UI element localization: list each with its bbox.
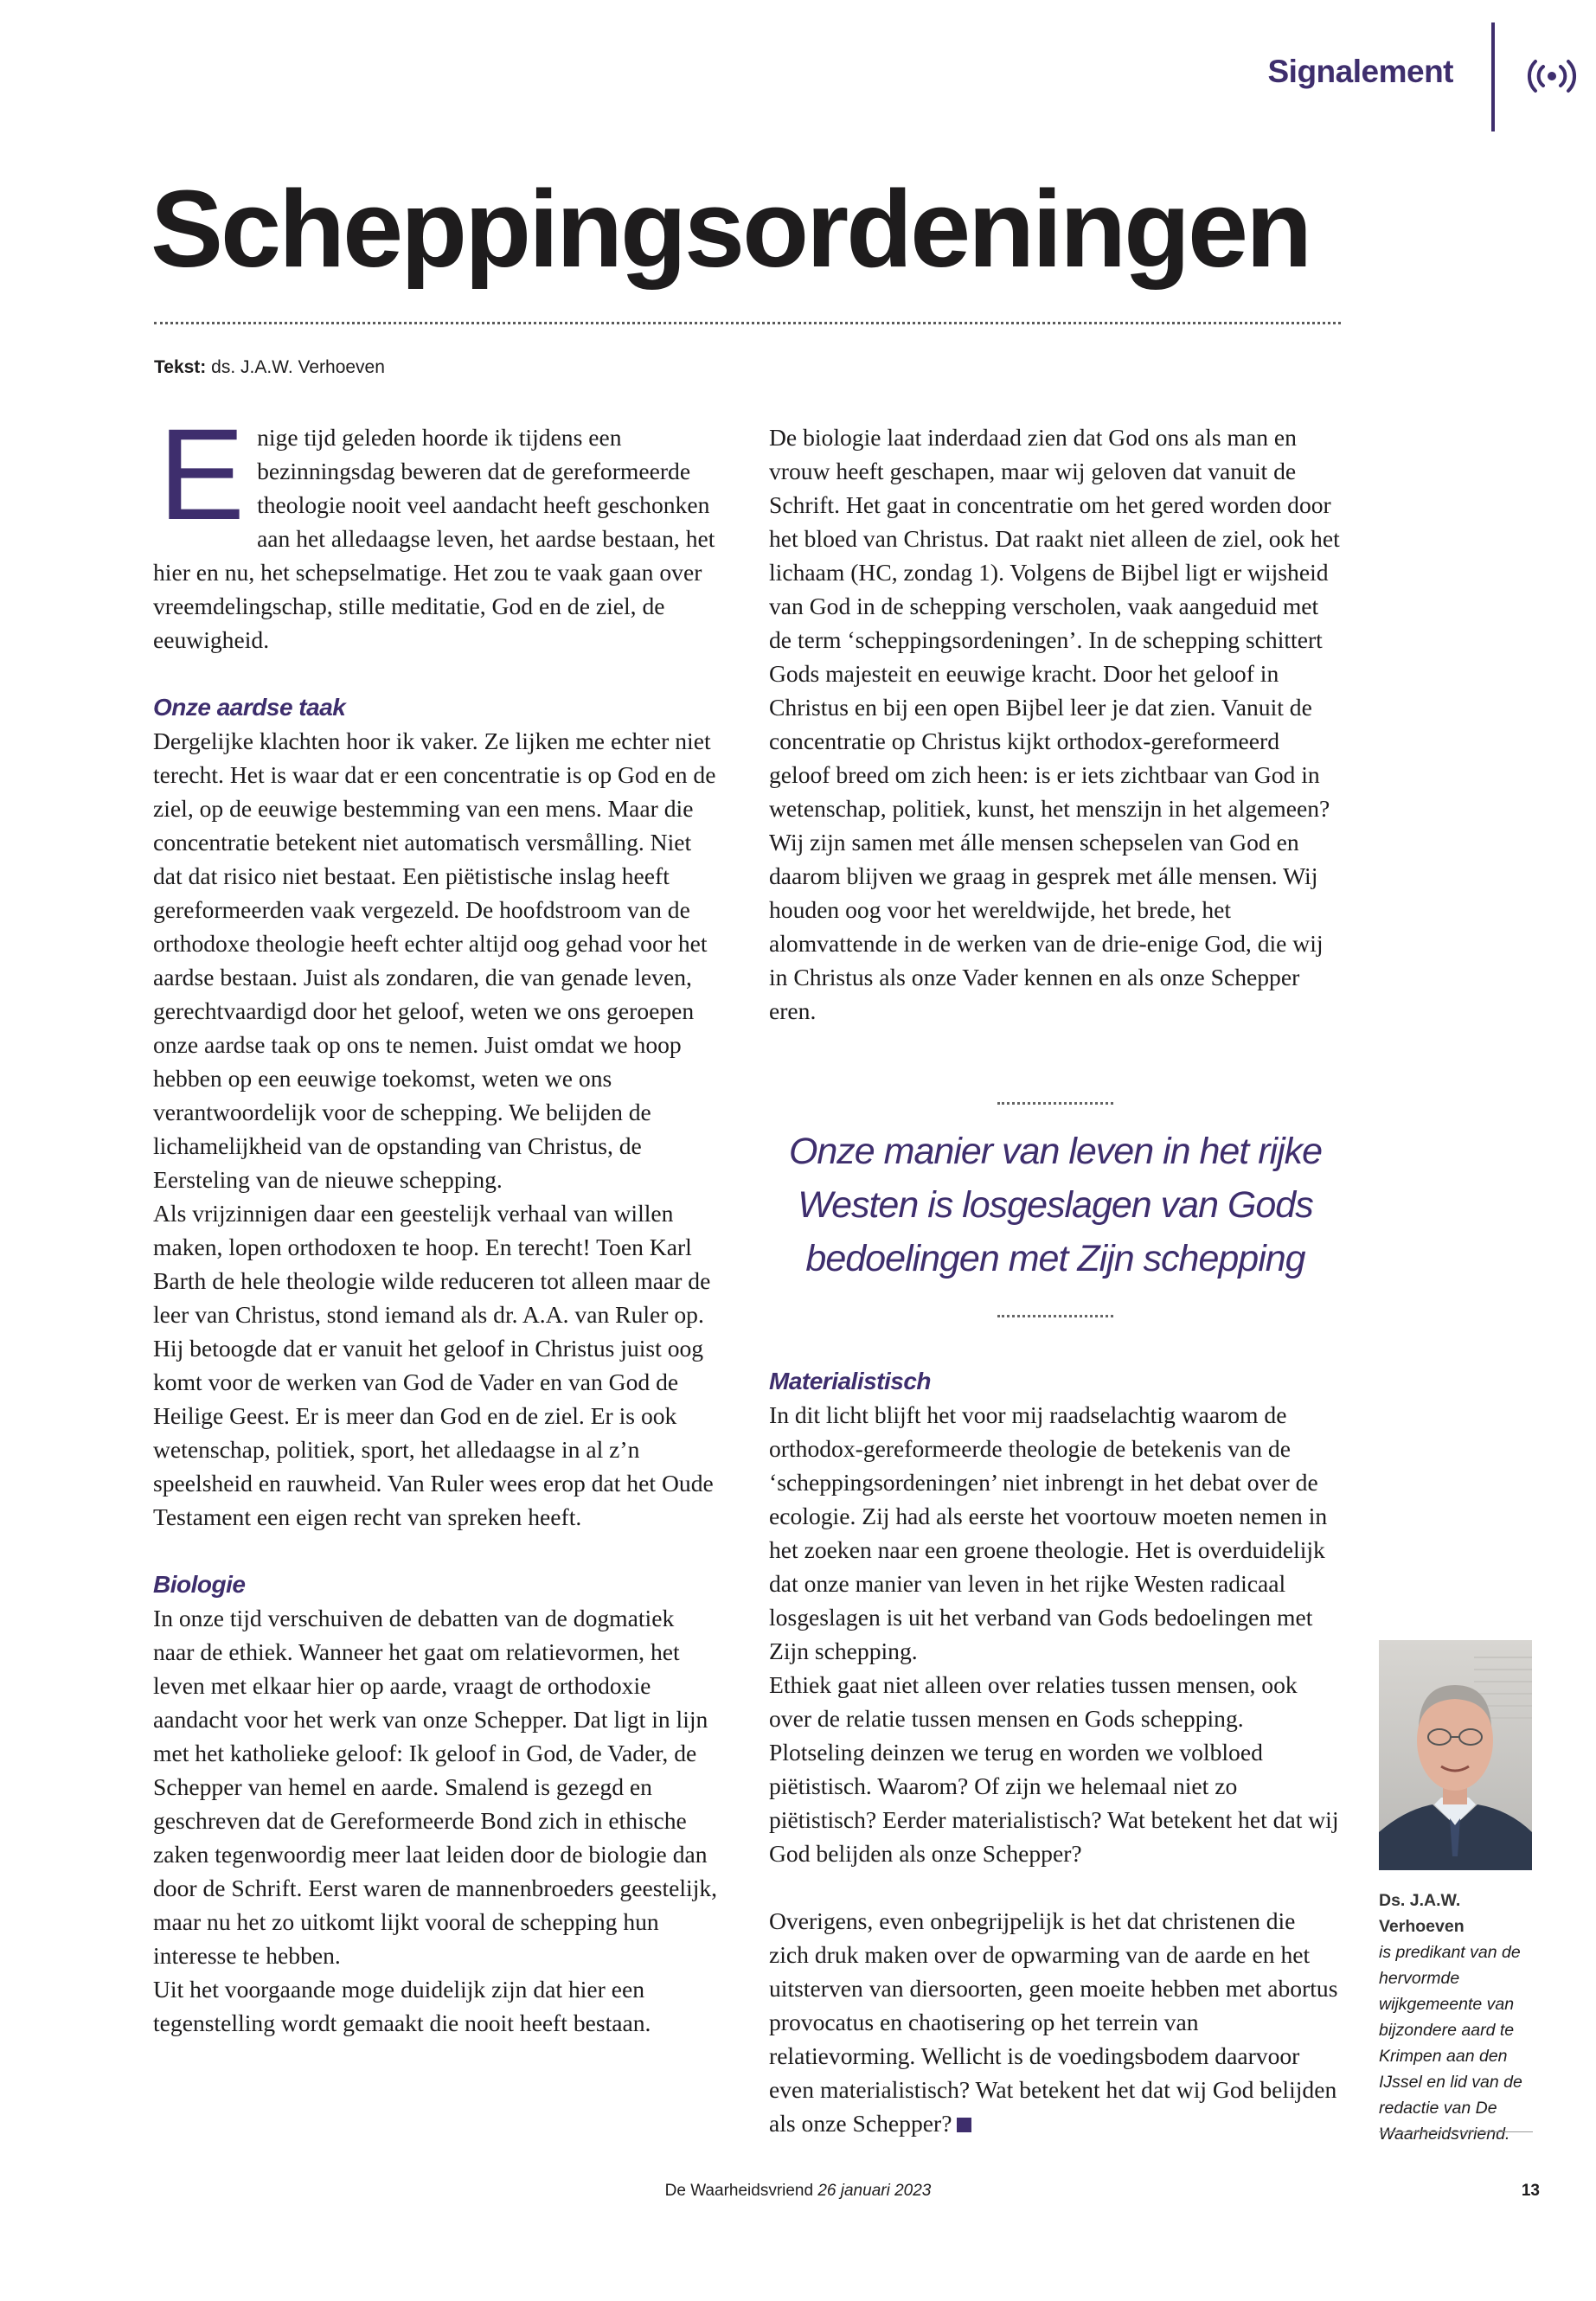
paragraph: Uit het voorgaande moge duidelijk zijn dat hier een tegenstelling wordt gemaakt die nooit heeft bestaan. bbox=[153, 1976, 651, 2036]
article-title: Scheppingsordeningen bbox=[151, 168, 1311, 290]
paragraph-final: Overigens, even onbegrijpelijk is het dat christenen die zich druk maken over de opwarming van de aarde en het uitsterven van diersoorten, geen moeite hebben met abortus provocatus en chaotisering op het terrein van relatievorming. Wellicht is de voedingsbodem daarvoor even materialistisch? Wat betekent het dat wij God belijden als onze Schepper? bbox=[769, 1907, 1338, 2137]
title-divider bbox=[154, 322, 1341, 324]
end-mark-icon bbox=[957, 2118, 971, 2132]
page-number: 13 bbox=[1521, 2182, 1540, 2200]
paragraph: Als vrijzinnigen daar een geestelijk verhaal van willen maken, lopen orthodoxen te hoop. En terecht! Toen Karl Barth de hele theologie wilde reduceren tot alleen maar de leer van Christus, stond iemand als dr. A.A. van Ruler op. Hij betoogde dat er vanuit het geloof in Christus juist oog komt voor de werken van God de Vader en van God de Heilige Geest. Er is meer dan God en de ziel. Er is ook wetenschap, politiek, sport, het alledaagse in al z’n speelsheid en rauwheid. Van Ruler wees erop dat het Oude Testament een eigen recht van spreken heeft. bbox=[153, 1200, 714, 1530]
byline-label: Tekst: bbox=[154, 357, 207, 377]
signal-broadcast-icon bbox=[1527, 59, 1577, 93]
column-right bbox=[769, 420, 1340, 1028]
pullquote-top-divider bbox=[997, 1102, 1113, 1105]
paragraph: In onze tijd verschuiven de debatten van de dogmatiek naar de ethiek. Wanneer het gaat om relatievormen, het leven met elkaar hier op aarde, vraagt de orthodoxie aandacht voor het werk van onze Schepper. Dat ligt in lijn met het katholieke geloof: Ik geloof in God, de Vader, de Schepper van hemel en aarde. Smalend is gezegd en geschreven dat de Gereformeerde Bond zich in ethische zaken tegenwoordig meer laat leiden door de biologie dan door de Schrift. Eerst waren de mannenbroeders geestelijk, maar nu het zo uitkomt lijkt vooral de schepping hun interesse te hebben. bbox=[153, 1605, 718, 1969]
paragraph: In dit licht blijft het voor mij raadselachtig waarom de orthodox-gereformeerde theologie de betekenis van de ‘scheppingsordeningen’ niet inbrengt in het debat over de ecologie. Zij had als eerste het voortouw moeten nemen in het zoeken naar een groene theologie. Het is overduidelijk dat onze manier van leven in het rijke Westen radicaal losgeslagen is uit het verband van Gods bedoelingen met Zijn schepping. bbox=[769, 1401, 1328, 1664]
subheading-biologie: Biologie bbox=[153, 1571, 246, 1598]
intro-paragraph bbox=[153, 401, 719, 657]
subheading-onze-aardse-taak: Onze aardse taak bbox=[153, 694, 346, 721]
header-divider bbox=[1491, 22, 1495, 131]
paragraph: Dergelijke klachten hoor ik vaker. Ze lijken me echter niet terecht. Het is waar dat er een concentratie is op God en de ziel, op de eeuwige bestemming van een mens. Maar die concentratie betekent niet automatisch versmålling. Niet dat dat risico niet bestaat. Een piëtistische inslag heeft gereformeerden vaak vergezeld. De hoofdstroom van de orthodoxe theologie heeft echter altijd oog gehad voor het aardse bestaan. Juist als zondaren, die van genade leven, gerechtvaardigd door het geloof, weten we ons geroepen onze aardse taak op ons te nemen. Juist omdat we hoop hebben op een eeuwige toekomst, weten we ons verantwoordelijk voor de schepping. We belijden de lichamelijkheid van de opstanding van Christus, de Eersteling van de nieuwe schepping. bbox=[153, 727, 716, 1193]
pullquote-bottom-divider bbox=[997, 1315, 1113, 1317]
column-left bbox=[153, 401, 719, 2040]
publication-date: 26 januari 2023 bbox=[817, 2182, 932, 2200]
paragraph: De biologie laat inderdaad zien dat God ons als man en vrouw heeft geschapen, maar wij geloven dat vanuit de Schrift. Het gaat in concentratie om het gered worden door het bloed van Christus. Dat raakt niet alleen de ziel, ook het lichaam (HC, zondag 1). Volgens de Bijbel ligt er wijsheid van God in de schepping verscholen, vaak aangeduid met de term ‘scheppingsordeningen’. In de schepping schittert Gods majesteit en eeuwige kracht. Door het geloof in Christus en bij een open Bijbel leer je dat zien. Vanuit de concentratie op Christus kijkt orthodox-gereformeerd geloof breed om zich heen: is er iets zichtbaar van God in wetenschap, politiek, kunst, het menszijn in het algemeen? Wij zijn samen met álle mensen schepselen van God en daarom blijven we graag in gesprek met álle mensen. Wij houden oog voor het wereldwijde, het brede, het alomvattende in de werken van de drie-enige God, die wij in Christus als onze Vader kennen en als onze Schepper eren. bbox=[769, 424, 1340, 1024]
caption-divider bbox=[1379, 2131, 1533, 2132]
paragraph: Ethiek gaat niet alleen over relaties tussen mensen, ook over de relatie tussen mensen en Gods schepping. Plotseling deinzen we terug en worden we volbloed piëtistisch. Waarom? Of zijn we helemaal niet zo piëtistisch? Eerder materialistisch? Wat betekent het dat wij God belijden als onze Schepper? bbox=[769, 1671, 1339, 1867]
byline-author: ds. J.A.W. Verhoeven bbox=[211, 357, 385, 377]
pullquote: Onze manier van leven in het rijke Westen is losgeslagen van Gods bedoelingen met Zijn schepping bbox=[788, 1131, 1323, 1279]
byline bbox=[154, 357, 385, 378]
author-name: Ds. J.A.W. Verhoeven bbox=[1379, 1891, 1465, 1936]
column-right-lower bbox=[769, 1364, 1340, 2140]
intro-text: nige tijd geleden hoorde ik tijdens een bezinningsdag beweren dat de gereformeerde theologie nooit veel aandacht heeft geschonken aan het alledaagse leven, het aardse bestaan, het hier en nu, het schepselmatige. Het zou te vaak gaan over vreemdelingschap, stille meditatie, God en de ziel, de eeuwigheid. bbox=[153, 424, 715, 653]
publication-name: De Waarheidsvriend bbox=[664, 2182, 814, 2200]
author-caption bbox=[1379, 1888, 1539, 2147]
author-bio: is predikant van de hervormde wijkgemeente van bijzondere aard te Krimpen aan den IJssel en lid van de redactie van De Waarheidsvriend. bbox=[1379, 1943, 1522, 2144]
drop-cap: E bbox=[158, 401, 246, 547]
page-footer bbox=[519, 2182, 1077, 2201]
subheading-materialistisch: Materialistisch bbox=[769, 1368, 932, 1394]
section-label: Signalement bbox=[1267, 54, 1453, 89]
author-photo bbox=[1379, 1640, 1532, 1870]
